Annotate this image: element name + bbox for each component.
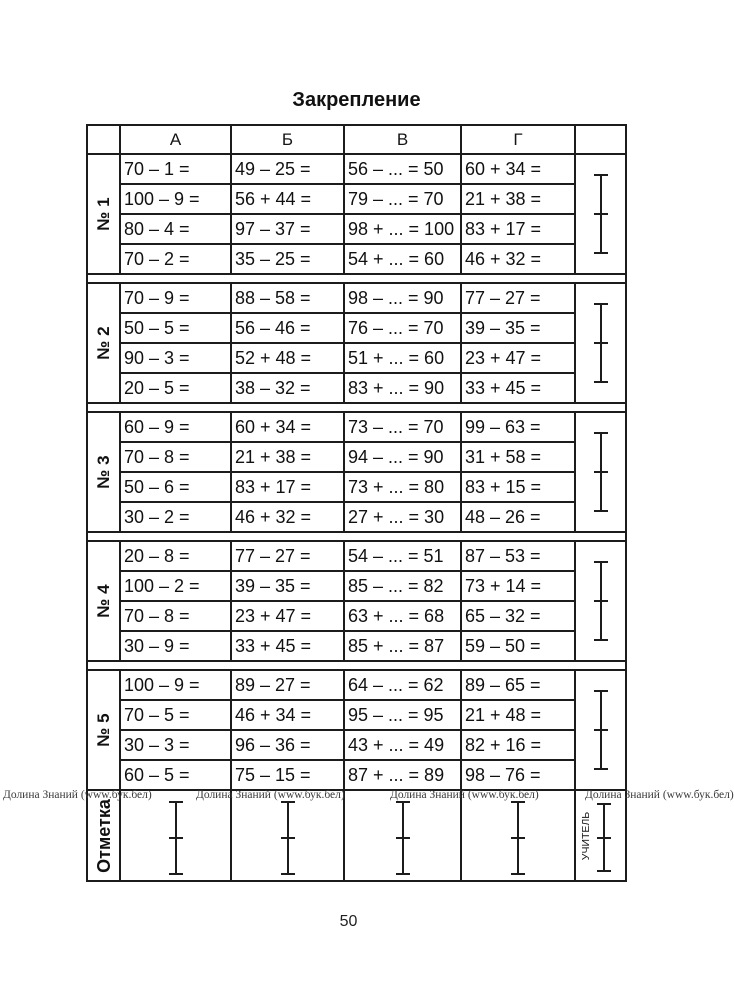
exercise-cell: 73 + 14 =: [462, 572, 574, 600]
exercise-cell: 76 – ... = 70: [345, 314, 460, 342]
scale-tick: [594, 303, 608, 305]
exercise-cell: 100 – 9 =: [121, 185, 230, 213]
rating-scale-icon: [600, 561, 602, 641]
group-5-label: № 5: [93, 713, 113, 747]
scale-tick: [169, 801, 183, 803]
rating-scale-icon: [402, 801, 404, 875]
exercise-cell: 63 + ... = 68: [345, 602, 460, 630]
exercise-cell: 70 – 9 =: [121, 284, 230, 312]
column-header-g: Г: [462, 126, 574, 153]
exercise-cell: 100 – 2 =: [121, 572, 230, 600]
exercise-cell: 48 – 26 =: [462, 503, 574, 531]
exercise-cell: 85 – ... = 82: [345, 572, 460, 600]
exercise-cell: 70 – 8 =: [121, 602, 230, 630]
exercise-cell: 56 – ... = 50: [345, 155, 460, 183]
exercise-cell: 95 – ... = 95: [345, 701, 460, 729]
page-number: 50: [339, 913, 358, 930]
rating-scale-icon: [600, 174, 602, 254]
scale-tick: [594, 213, 608, 215]
exercise-cell: 59 – 50 =: [462, 632, 574, 660]
exercise-cell: 21 + 38 =: [232, 443, 343, 471]
group-4-label: № 4: [93, 584, 113, 618]
exercise-cell: 60 – 9 =: [121, 413, 230, 441]
scale-tick: [511, 837, 525, 839]
exercise-cell: 85 + ... = 87: [345, 632, 460, 660]
scale-tick: [594, 510, 608, 512]
exercise-cell: 94 – ... = 90: [345, 443, 460, 471]
exercise-cell: 60 – 5 =: [121, 761, 230, 789]
exercise-cell: 54 – ... = 51: [345, 542, 460, 570]
group-3-label: № 3: [93, 455, 113, 489]
scale-tick: [597, 837, 611, 839]
scale-tick: [594, 639, 608, 641]
group-separator: [88, 404, 625, 411]
exercise-cell: 43 + ... = 49: [345, 731, 460, 759]
exercise-cell: 83 + 15 =: [462, 473, 574, 501]
mark-cell-a: [121, 791, 230, 880]
scale-tick: [594, 342, 608, 344]
exercise-cell: 20 – 8 =: [121, 542, 230, 570]
exercise-cell: 70 – 5 =: [121, 701, 230, 729]
column-header-v: В: [345, 126, 460, 153]
rating-scale-icon: [603, 803, 605, 872]
mark-cell-b: [232, 791, 343, 880]
exercise-cell: 96 – 36 =: [232, 731, 343, 759]
exercise-cell: 70 – 1 =: [121, 155, 230, 183]
exercise-cell: 83 + ... = 90: [345, 374, 460, 402]
watermark-text: Долина Знаний (www.бук.бел): [390, 789, 539, 801]
exercise-cell: 60 + 34 =: [232, 413, 343, 441]
exercise-cell: 39 – 35 =: [232, 572, 343, 600]
mark-cell-v: [345, 791, 460, 880]
watermark-text: Долина Знаний (www.бук.бел): [3, 789, 152, 801]
rating-scale-icon: [600, 303, 602, 383]
exercise-cell: 87 – 53 =: [462, 542, 574, 570]
scale-tick: [594, 252, 608, 254]
group-separator: [88, 275, 625, 282]
header-blank-cell-left: [88, 126, 119, 153]
column-header-b: Б: [232, 126, 343, 153]
mark-cell-g: [462, 791, 574, 880]
exercise-cell: 54 + ... = 60: [345, 245, 460, 273]
rating-scale-icon: [517, 801, 519, 875]
exercise-cell: 33 + 45 =: [462, 374, 574, 402]
exercise-cell: 33 + 45 =: [232, 632, 343, 660]
group-5-scale-cell: [576, 671, 625, 789]
group-separator: [88, 533, 625, 540]
exercise-cell: 75 – 15 =: [232, 761, 343, 789]
exercise-cell: 27 + ... = 30: [345, 503, 460, 531]
scale-tick: [594, 432, 608, 434]
exercise-cell: 100 – 9 =: [121, 671, 230, 699]
teacher-mark-cell: [576, 791, 625, 880]
exercise-table: [86, 124, 627, 882]
group-2-label-cell: [88, 284, 119, 402]
exercise-cell: 39 – 35 =: [462, 314, 574, 342]
exercise-cell: 70 – 2 =: [121, 245, 230, 273]
rating-scale-icon: [287, 801, 289, 875]
scale-tick: [594, 768, 608, 770]
exercise-cell: 21 + 38 =: [462, 185, 574, 213]
exercise-cell: 50 – 6 =: [121, 473, 230, 501]
page-title: Закрепление: [292, 89, 421, 111]
rating-scale-icon: [175, 801, 177, 875]
group-3-label-cell: [88, 413, 119, 531]
exercise-cell: 83 + 17 =: [232, 473, 343, 501]
exercise-cell: 77 – 27 =: [462, 284, 574, 312]
group-5-label-cell: [88, 671, 119, 789]
exercise-cell: 49 – 25 =: [232, 155, 343, 183]
exercise-cell: 60 + 34 =: [462, 155, 574, 183]
scale-tick: [594, 174, 608, 176]
exercise-cell: 38 – 32 =: [232, 374, 343, 402]
group-1-label-cell: [88, 155, 119, 273]
scale-tick: [594, 561, 608, 563]
exercise-cell: 30 – 2 =: [121, 503, 230, 531]
scale-tick: [281, 873, 295, 875]
header-blank-cell-right: [576, 126, 625, 153]
mark-row-label: Отметка: [93, 798, 114, 873]
exercise-cell: 79 – ... = 70: [345, 185, 460, 213]
scale-tick: [169, 873, 183, 875]
group-2-scale-cell: [576, 284, 625, 402]
group-separator: [88, 662, 625, 669]
exercise-cell: 56 + 44 =: [232, 185, 343, 213]
exercise-cell: 30 – 3 =: [121, 731, 230, 759]
rating-scale-icon: [600, 690, 602, 770]
exercise-cell: 70 – 8 =: [121, 443, 230, 471]
exercise-cell: 65 – 32 =: [462, 602, 574, 630]
column-header-a: А: [121, 126, 230, 153]
group-1-scale-cell: [576, 155, 625, 273]
scale-tick: [169, 837, 183, 839]
exercise-cell: 21 + 48 =: [462, 701, 574, 729]
exercise-cell: 98 + ... = 100: [345, 215, 460, 243]
mark-row-label-cell: [88, 791, 119, 880]
exercise-cell: 98 – 76 =: [462, 761, 574, 789]
exercise-cell: 23 + 47 =: [232, 602, 343, 630]
exercise-cell: 51 + ... = 60: [345, 344, 460, 372]
exercise-cell: 64 – ... = 62: [345, 671, 460, 699]
group-1-label: № 1: [93, 197, 113, 231]
exercise-cell: 52 + 48 =: [232, 344, 343, 372]
exercise-cell: 80 – 4 =: [121, 215, 230, 243]
exercise-cell: 56 – 46 =: [232, 314, 343, 342]
scale-tick: [511, 873, 525, 875]
exercise-cell: 98 – ... = 90: [345, 284, 460, 312]
exercise-cell: 89 – 65 =: [462, 671, 574, 699]
group-4-scale-cell: [576, 542, 625, 660]
exercise-cell: 73 – ... = 70: [345, 413, 460, 441]
scale-tick: [594, 690, 608, 692]
scale-tick: [396, 873, 410, 875]
watermark-text: Долина Знаний (www.бук.бел): [585, 789, 734, 801]
scale-tick: [594, 729, 608, 731]
exercise-cell: 30 – 9 =: [121, 632, 230, 660]
scale-tick: [594, 471, 608, 473]
watermark-text: Долина Знаний (www.бук.бел): [196, 789, 345, 801]
teacher-label: УЧИТЕЛЬ: [580, 811, 592, 860]
group-2-label: № 2: [93, 326, 113, 360]
exercise-cell: 35 – 25 =: [232, 245, 343, 273]
exercise-cell: 77 – 27 =: [232, 542, 343, 570]
exercise-cell: 89 – 27 =: [232, 671, 343, 699]
exercise-cell: 87 + ... = 89: [345, 761, 460, 789]
scale-tick: [396, 837, 410, 839]
exercise-cell: 90 – 3 =: [121, 344, 230, 372]
exercise-cell: 99 – 63 =: [462, 413, 574, 441]
exercise-cell: 23 + 47 =: [462, 344, 574, 372]
group-4-label-cell: [88, 542, 119, 660]
exercise-cell: 82 + 16 =: [462, 731, 574, 759]
exercise-cell: 73 + ... = 80: [345, 473, 460, 501]
exercise-cell: 31 + 58 =: [462, 443, 574, 471]
exercise-cell: 46 + 32 =: [462, 245, 574, 273]
scale-tick: [597, 870, 611, 872]
exercise-cell: 88 – 58 =: [232, 284, 343, 312]
scale-tick: [594, 600, 608, 602]
exercise-cell: 50 – 5 =: [121, 314, 230, 342]
scale-tick: [281, 837, 295, 839]
group-3-scale-cell: [576, 413, 625, 531]
scale-tick: [594, 381, 608, 383]
exercise-cell: 20 – 5 =: [121, 374, 230, 402]
exercise-cell: 46 + 32 =: [232, 503, 343, 531]
scale-tick: [597, 803, 611, 805]
exercise-cell: 46 + 34 =: [232, 701, 343, 729]
rating-scale-icon: [600, 432, 602, 512]
exercise-cell: 83 + 17 =: [462, 215, 574, 243]
exercise-cell: 97 – 37 =: [232, 215, 343, 243]
